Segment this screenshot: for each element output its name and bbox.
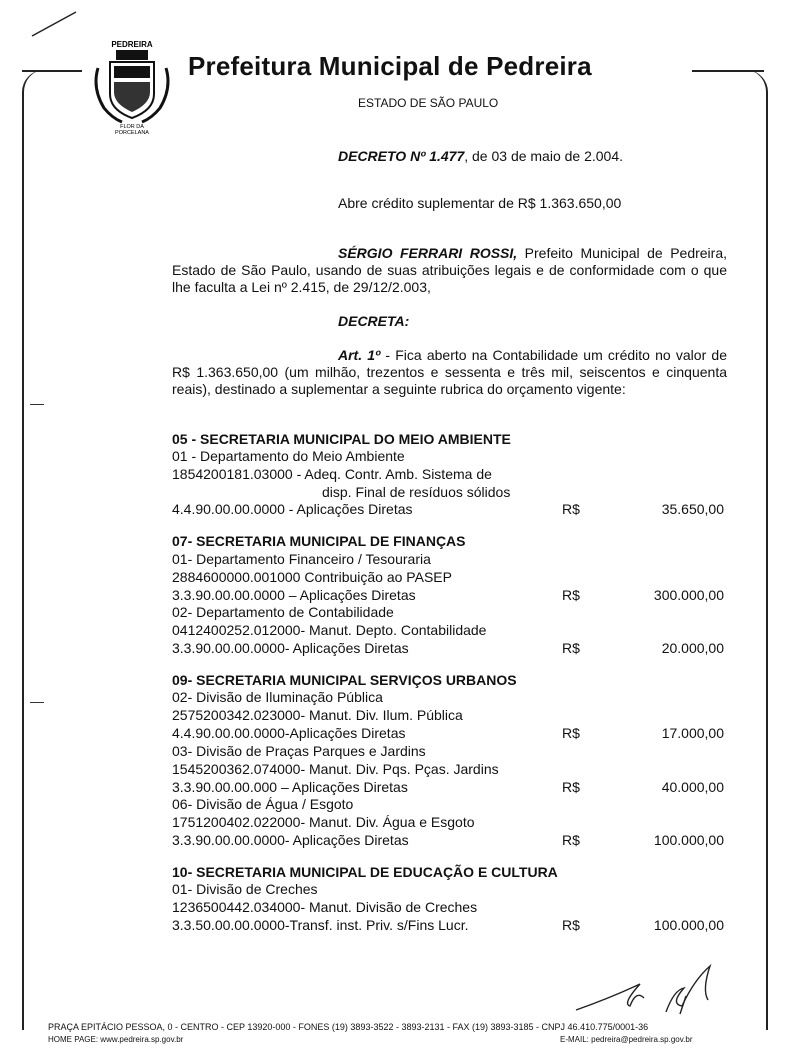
decree-summary: Abre crédito suplementar de R$ 1.363.650,00 [338,195,622,211]
budget-line: 2884600000.001000 Contribuição ao PASEP [172,569,452,585]
amount-value: 40.000,00 [661,779,724,795]
amount-value: 35.650,00 [661,501,724,517]
article-text: - Fica aberto na Contabilidade um crédito no valor de R$ 1.363.650,00 (um milhão, trezentos e sessenta e três mil, seiscentos e cinquenta reais), destinado a suplementar a seguinte rubrica do orçamento vigente: [172,347,727,397]
budget-line: 01- Departamento Financeiro / Tesouraria [172,551,431,567]
budget-line: 03- Divisão de Praças Parques e Jardins [172,743,426,759]
budget-line: 02- Departamento de Contabilidade [172,604,394,620]
budget-line: 4.4.90.00.00.0000 - Aplicações Diretas [172,501,413,517]
section-10-title: 10- SECRETARIA MUNICIPAL DE EDUCAÇÃO E CULTURA [172,864,558,880]
budget-line: 3.3.90.00.00.0000 – Aplicações Diretas [172,587,416,603]
budget-line: 01- Divisão de Creches [172,881,318,897]
decree-number: DECRETO Nº 1.477 [338,148,465,164]
state-subtitle: ESTADO DE SÃO PAULO [358,96,499,110]
currency-label: R$ [562,832,580,848]
budget-line: 2575200342.023000- Manut. Div. Ilum. Pública [172,707,463,723]
currency-label: R$ [562,640,580,656]
budget-line: 3.3.50.00.00.0000-Transf. inst. Priv. s/Fins Lucr. [172,917,469,933]
budget-line: 1751200402.022000- Manut. Div. Água e Esgoto [172,814,475,830]
budget-line: 3.3.90.00.00.0000- Aplicações Diretas [172,640,409,656]
article-1-paragraph [172,347,727,398]
decreta-label: DECRETA: [338,313,410,329]
margin-mark [30,702,44,703]
amount-value: 17.000,00 [661,725,724,741]
amount-value: 100.000,00 [653,832,724,848]
budget-line: 3.3.90.00.00.0000- Aplicações Diretas [172,832,409,848]
section-07-title: 07- SECRETARIA MUNICIPAL DE FINANÇAS [172,533,466,549]
page-title: Prefeitura Municipal de Pedreira [188,51,592,81]
crest-bottom-text-1: FLOR DA [120,124,144,130]
handwritten-signature [570,960,730,1018]
pen-stroke-mark [30,8,80,40]
budget-line: 4.4.90.00.00.0000-Aplicações Diretas [172,725,406,741]
frame-top-left-line [22,70,82,72]
article-label: Art. 1º [338,347,381,363]
budget-line: 1236500442.034000- Manut. Divisão de Creches [172,899,478,915]
footer-email: E-MAIL: pedreira@pedreira.sp.gov.br [560,1035,693,1044]
amount-value: 300.000,00 [653,587,724,603]
amount-value: 20.000,00 [661,640,724,656]
budget-line: 06- Divisão de Água / Esgoto [172,796,354,812]
decree-date: , de 03 de maio de 2.004. [464,148,624,164]
margin-mark [30,404,44,405]
municipal-crest-icon [92,38,172,134]
signer-name: SÉRGIO FERRARI ROSSI, [338,245,518,261]
footer-homepage: HOME PAGE: www.pedreira.sp.gov.br [48,1035,184,1044]
frame-top-right-line [692,70,764,72]
currency-label: R$ [562,587,580,603]
budget-line: 1545200362.074000- Manut. Div. Pqs. Pças. Jardins [172,761,499,777]
budget-line: disp. Final de resíduos sólidos [322,484,511,500]
crest-top-text: PEDREIRA [111,40,153,49]
decree-heading [338,148,623,165]
currency-label: R$ [562,501,580,517]
budget-line: 0412400252.012000- Manut. Depto. Contabilidade [172,622,487,638]
currency-label: R$ [562,725,580,741]
amount-value: 100.000,00 [653,917,724,933]
decree-intro-paragraph [172,245,727,296]
section-09-title: 09- SECRETARIA MUNICIPAL SERVIÇOS URBANOS [172,672,517,688]
crest-bottom-text-2: PORCELANA [115,130,149,134]
footer-address: PRAÇA EPITÁCIO PESSOA, 0 - CENTRO - CEP 13920-000 - FONES (19) 3893-3522 - 3893-2131 - FAX (19) 3893-3185 - CNPJ 46.410.775/0001-36 [48,1022,649,1032]
budget-line: 02- Divisão de Iluminação Pública [172,689,383,705]
page-frame [22,70,768,1030]
section-05-title: 05 - SECRETARIA MUNICIPAL DO MEIO AMBIENTE [172,431,511,447]
currency-label: R$ [562,917,580,933]
budget-line: 1854200181.03000 - Adeq. Contr. Amb. Sistema de [172,466,492,482]
intro-text: Prefeito Municipal de Pedreira, Estado de São Paulo, usando de suas atribuições legais e de conformidade com o que lhe faculta a Lei nº 2.415, de 29/12/2.003, [172,245,727,295]
currency-label: R$ [562,779,580,795]
budget-line: 3.3.90.00.00.000 – Aplicações Diretas [172,779,408,795]
budget-line: 01 - Departamento do Meio Ambiente [172,448,405,464]
